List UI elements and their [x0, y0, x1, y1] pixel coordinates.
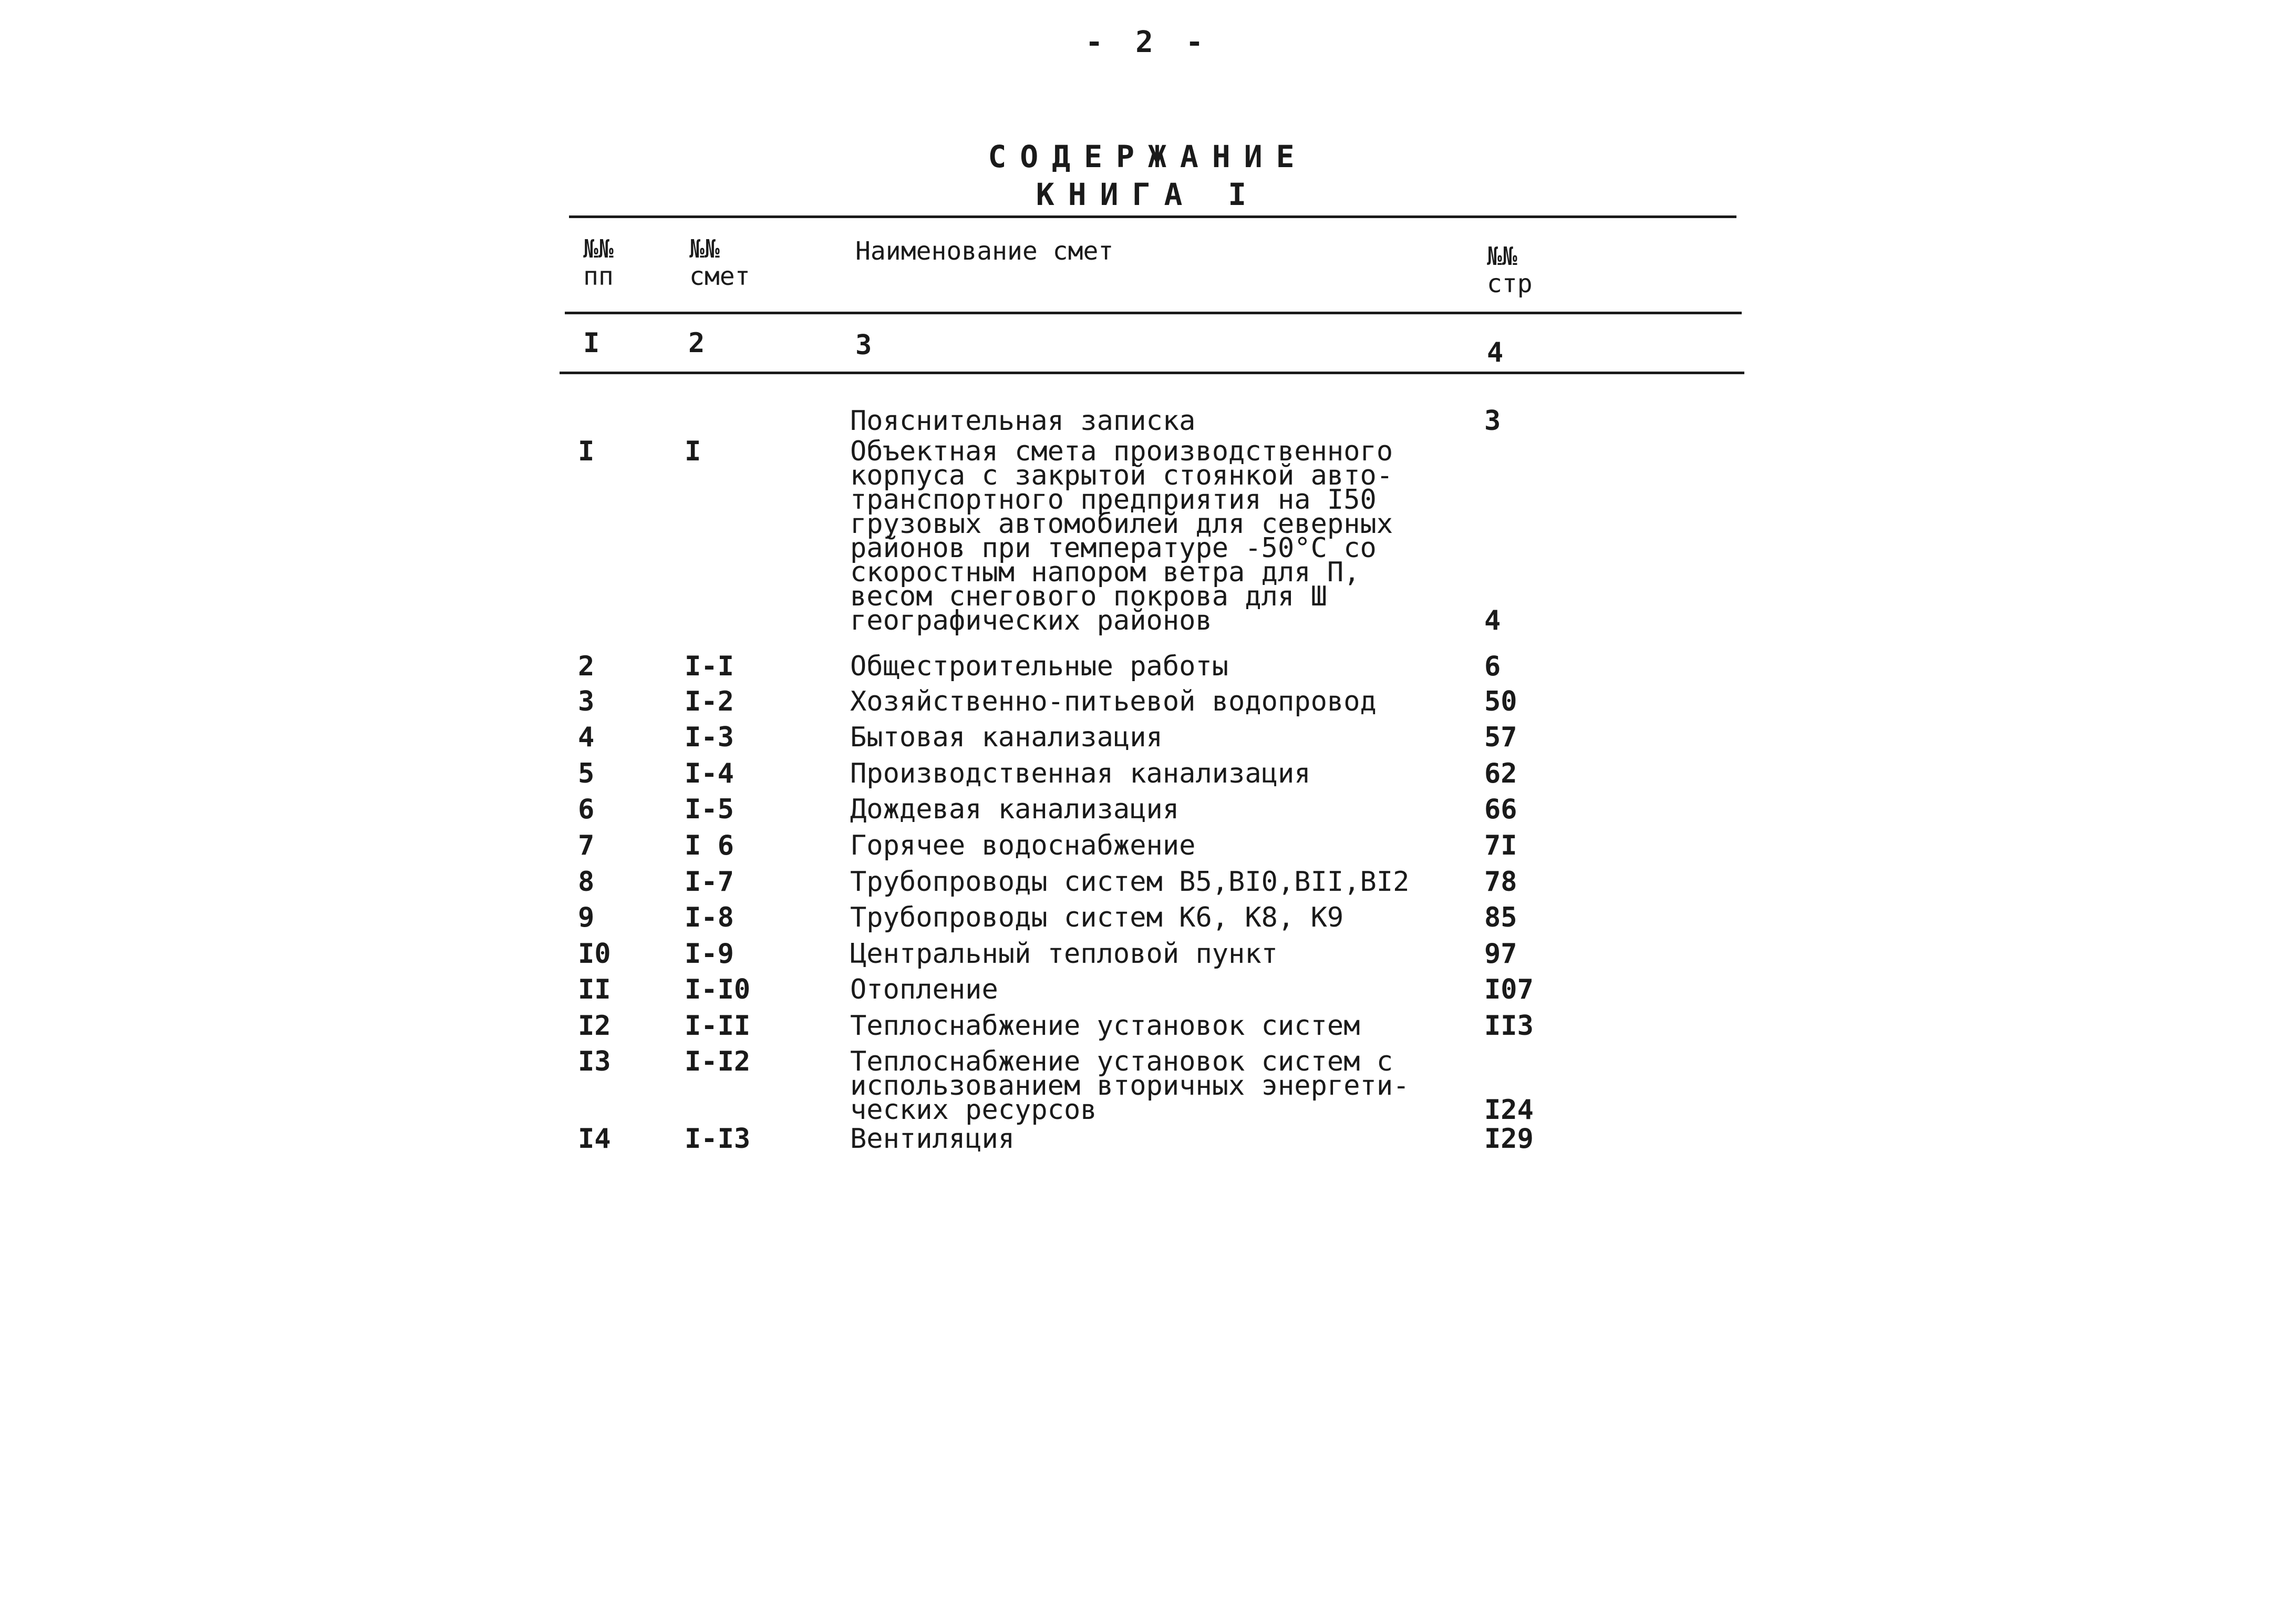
estimate-name: Трубопроводы систем В5,ВI0,ВII,ВI2: [850, 866, 1410, 898]
estimate-number: I-8: [685, 902, 734, 933]
document-title: [0, 138, 2296, 213]
estimate-name: Центральный тепловой пункт: [850, 938, 1278, 970]
row-number: II: [578, 974, 611, 1005]
estimate-number: I-5: [685, 794, 734, 825]
page-ref: II3: [1484, 1010, 1534, 1042]
estimate-name: Пояснительная записка: [850, 405, 1196, 437]
page-ref: 6: [1484, 651, 1501, 682]
estimate-name: Бытовая канализация: [850, 722, 1163, 753]
row-number: 5: [578, 758, 595, 789]
header-page-number: №№ стр: [1487, 242, 1533, 299]
estimate-name: Дождевая канализация: [850, 794, 1180, 825]
row-number: 8: [578, 866, 595, 898]
row-number: 2: [578, 651, 595, 682]
estimate-number: I-3: [685, 722, 734, 753]
header-estimate-name: Наименование смет: [855, 237, 1114, 266]
estimate-name: Теплоснабжение установок систем: [850, 1010, 1360, 1042]
page-ref: I24: [1484, 1094, 1534, 1126]
row-number: I: [578, 436, 595, 467]
estimate-name: Вентиляция: [850, 1123, 1015, 1155]
estimate-number: I-I0: [685, 974, 751, 1005]
page-ref: 3: [1484, 405, 1501, 437]
estimate-number: I-II: [685, 1010, 751, 1042]
title-book: КНИГА I: [1036, 177, 1260, 212]
row-number: I0: [578, 938, 611, 970]
estimate-name: Теплоснабжение установок систем с использованием вторичных энергети- ческих ресурсов: [850, 1046, 1410, 1126]
row-number: I3: [578, 1046, 611, 1077]
estimate-name: Горячее водоснабжение: [850, 830, 1196, 861]
table-top-rule: [569, 215, 1736, 218]
estimate-name: Отопление: [850, 974, 998, 1005]
estimate-number: I-2: [685, 686, 734, 717]
estimate-number: I-4: [685, 758, 734, 789]
estimate-name: Производственная канализация: [850, 758, 1311, 789]
title-contents: СОДЕРЖАНИЕ: [988, 139, 1308, 174]
estimate-name: Трубопроводы систем К6, К8, К9: [850, 902, 1344, 933]
page-ref: 66: [1484, 794, 1517, 825]
estimate-number: I-9: [685, 938, 734, 970]
column-number-4: 4: [1487, 337, 1504, 368]
page-ref: 4: [1484, 605, 1501, 636]
page-ref: 50: [1484, 686, 1517, 717]
column-number-3: 3: [855, 330, 872, 361]
estimate-name: Общестроительные работы: [850, 651, 1229, 682]
header-row-number: №№ пп: [583, 234, 614, 291]
row-number: 3: [578, 686, 595, 717]
column-numbers-bottom-rule: [560, 372, 1744, 374]
estimate-number: I-I: [685, 651, 734, 682]
page-ref: 7I: [1484, 830, 1517, 861]
column-number-1: I: [583, 327, 600, 359]
row-number: I2: [578, 1010, 611, 1042]
estimate-number: I-7: [685, 866, 734, 898]
page-ref: 97: [1484, 938, 1517, 970]
page-ref: 62: [1484, 758, 1517, 789]
column-number-2: 2: [688, 327, 705, 359]
estimate-number: I-I2: [685, 1046, 751, 1077]
estimate-number: I-I3: [685, 1123, 751, 1155]
estimate-number: I: [685, 436, 701, 467]
estimate-name: Хозяйственно-питьевой водопровод: [850, 686, 1377, 717]
estimate-number: I 6: [685, 830, 734, 861]
row-number: 7: [578, 830, 595, 861]
estimate-name: Объектная смета производственного корпуса с закрытой стоянкой авто- транспортного предприятия на I50 грузовых автомобилей для северных районов при температуре -50°С со скоростным напором ветра для П, весом снегового покрова для Ш географических районов: [850, 436, 1393, 636]
row-number: 9: [578, 902, 595, 933]
row-number: 4: [578, 722, 595, 753]
page-ref: 57: [1484, 722, 1517, 753]
row-number: I4: [578, 1123, 611, 1155]
page-number: - 2 -: [1085, 25, 1211, 59]
page-ref: 85: [1484, 902, 1517, 933]
page-ref: 78: [1484, 866, 1517, 898]
page-ref: I07: [1484, 974, 1534, 1005]
header-bottom-rule: [565, 312, 1742, 314]
page-ref: I29: [1484, 1123, 1534, 1155]
row-number: 6: [578, 794, 595, 825]
header-estimate-number: №№ смет: [689, 234, 750, 291]
